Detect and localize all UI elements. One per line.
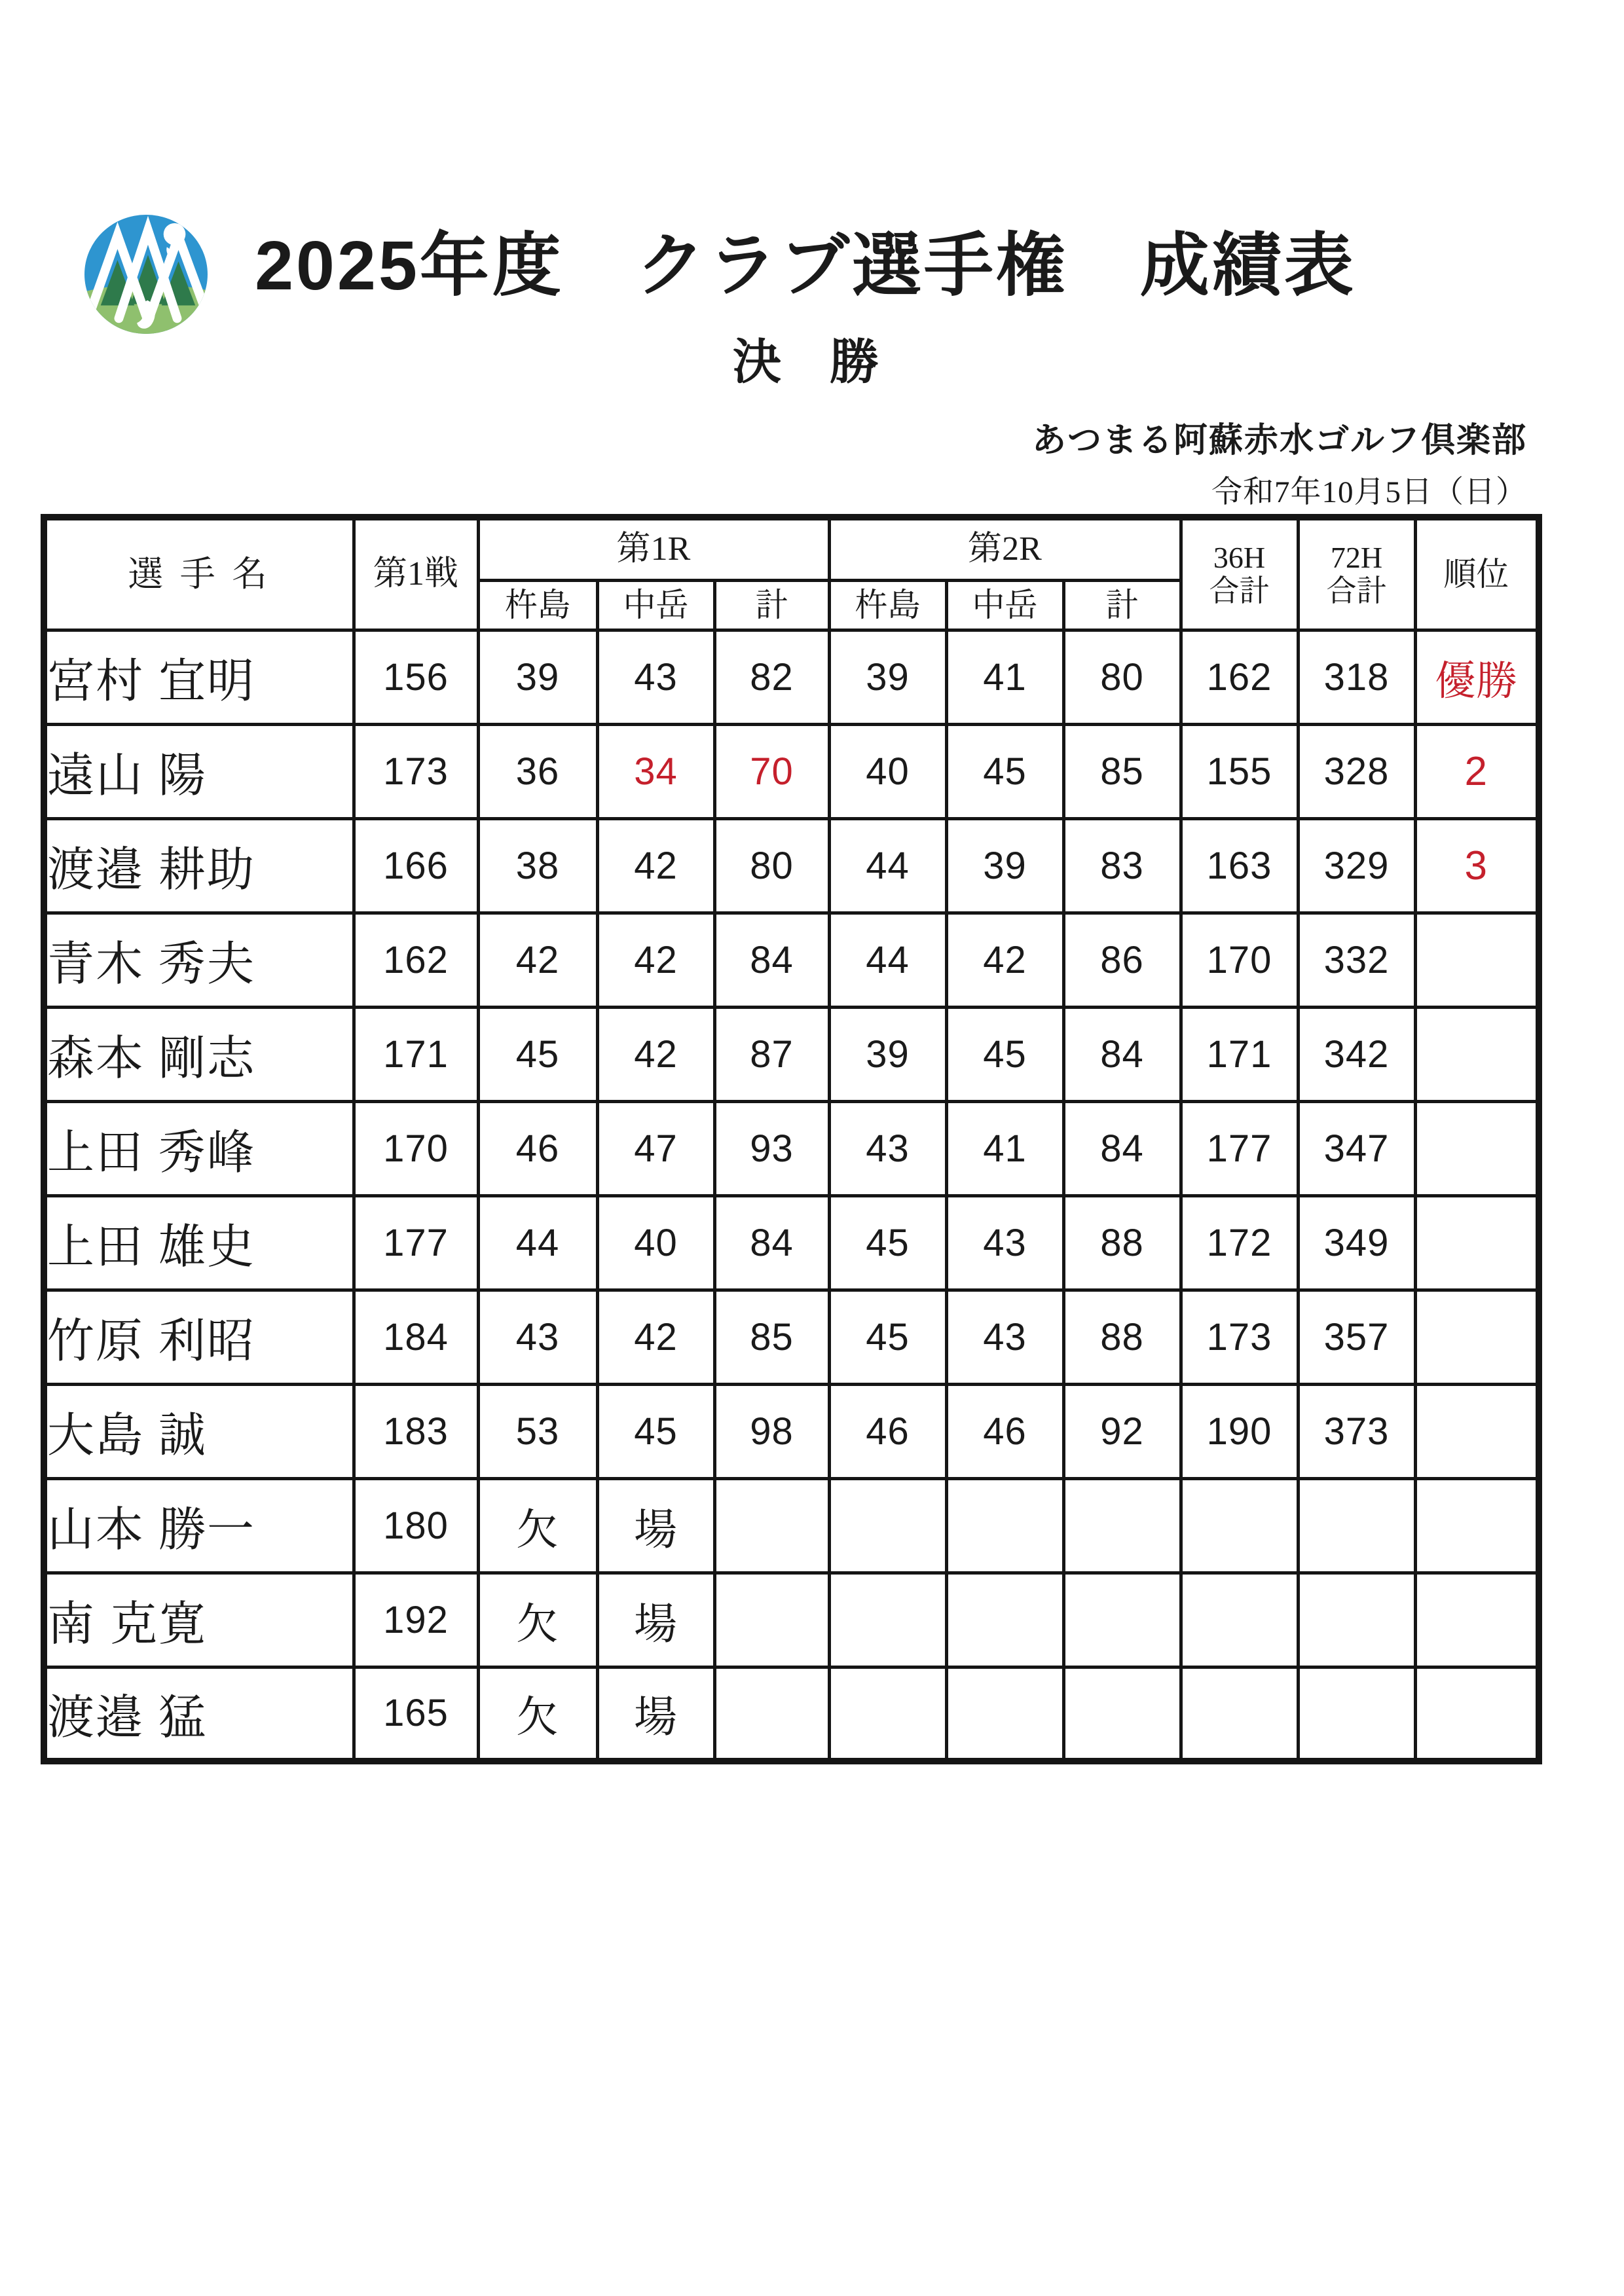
score-cell: 165 (354, 1667, 478, 1761)
player-name-cell: 渡邉 耕助 (44, 818, 354, 913)
header-r1-course-nakadake: 中岳 (597, 580, 714, 630)
table-row (44, 1573, 1539, 1667)
header-row-groups (44, 517, 1539, 580)
rank-cell (1415, 1573, 1539, 1667)
header-72h-line1: 72H (1330, 540, 1383, 574)
table-row (44, 1195, 1539, 1290)
score-cell (946, 1667, 1063, 1761)
table-row (44, 1384, 1539, 1478)
rank-cell (1415, 1101, 1539, 1195)
score-cell: 85 (1063, 724, 1181, 818)
score-cell: 43 (478, 1290, 597, 1384)
score-cell: 88 (1063, 1290, 1181, 1384)
score-cell: 47 (597, 1101, 714, 1195)
table-row (44, 1101, 1539, 1195)
score-cell: 84 (1063, 1007, 1181, 1101)
rank-cell (1415, 1290, 1539, 1384)
score-cell: 172 (1181, 1195, 1298, 1290)
player-name-cell: 山本 勝一 (44, 1478, 354, 1573)
score-cell (829, 1667, 946, 1761)
score-cell: 場 (597, 1478, 714, 1573)
score-cell: 46 (946, 1384, 1063, 1478)
score-cell: 162 (354, 913, 478, 1007)
score-cell: 84 (714, 913, 829, 1007)
score-cell: 84 (714, 1195, 829, 1290)
score-cell: 36 (478, 724, 597, 818)
header-36h-line2: 合計 (1209, 574, 1270, 608)
table-row (44, 1667, 1539, 1761)
rank-cell: 優勝 (1415, 630, 1539, 724)
score-cell: 43 (946, 1195, 1063, 1290)
rank-cell (1415, 1195, 1539, 1290)
header-72h-line2: 合計 (1326, 574, 1387, 608)
player-name-cell: 渡邉 猛 (44, 1667, 354, 1761)
score-cell: 177 (354, 1195, 478, 1290)
table-row (44, 1478, 1539, 1573)
score-cell: 39 (478, 630, 597, 724)
score-cell: 173 (354, 724, 478, 818)
score-cell (829, 1573, 946, 1667)
score-cell: 332 (1298, 913, 1415, 1007)
score-cell: 347 (1298, 1101, 1415, 1195)
score-cell: 184 (354, 1290, 478, 1384)
player-name-cell: 上田 秀峰 (44, 1101, 354, 1195)
score-cell: 173 (1181, 1290, 1298, 1384)
header-player: 選 手 名 (44, 517, 354, 630)
score-cell: 80 (714, 818, 829, 913)
score-cell: 177 (1181, 1101, 1298, 1195)
score-cell: 42 (597, 818, 714, 913)
score-cell: 39 (946, 818, 1063, 913)
score-cell (714, 1573, 829, 1667)
score-cell: 328 (1298, 724, 1415, 818)
score-cell: 欠 (478, 1478, 597, 1573)
rank-cell (1415, 1007, 1539, 1101)
score-cell: 46 (478, 1101, 597, 1195)
score-cell: 44 (829, 913, 946, 1007)
score-cell (714, 1667, 829, 1761)
score-cell (1063, 1573, 1181, 1667)
score-cell: 85 (714, 1290, 829, 1384)
score-cell: 欠 (478, 1573, 597, 1667)
score-cell: 38 (478, 818, 597, 913)
player-name-cell: 遠山 陽 (44, 724, 354, 818)
score-cell: 45 (597, 1384, 714, 1478)
score-cell: 42 (946, 913, 1063, 1007)
score-cell: 46 (829, 1384, 946, 1478)
score-cell: 349 (1298, 1195, 1415, 1290)
score-cell: 155 (1181, 724, 1298, 818)
score-cell: 42 (597, 1007, 714, 1101)
score-cell: 82 (714, 630, 829, 724)
score-cell: 87 (714, 1007, 829, 1101)
table-row (44, 1007, 1539, 1101)
table-row (44, 818, 1539, 913)
score-cell: 80 (1063, 630, 1181, 724)
player-name-cell: 森本 剛志 (44, 1007, 354, 1101)
rank-cell: 2 (1415, 724, 1539, 818)
results-table-body (44, 630, 1539, 1761)
player-name-cell: 宮村 宜明 (44, 630, 354, 724)
player-name-cell: 上田 雄史 (44, 1195, 354, 1290)
score-cell: 41 (946, 1101, 1063, 1195)
score-cell: 42 (597, 1290, 714, 1384)
score-cell: 40 (597, 1195, 714, 1290)
header-72h-total (1298, 517, 1415, 630)
score-cell: 357 (1298, 1290, 1415, 1384)
score-cell: 45 (478, 1007, 597, 1101)
results-table-header (44, 517, 1539, 630)
score-cell: 93 (714, 1101, 829, 1195)
score-cell: 34 (597, 724, 714, 818)
score-cell: 162 (1181, 630, 1298, 724)
rank-cell (1415, 913, 1539, 1007)
table-row (44, 1290, 1539, 1384)
rank-cell: 3 (1415, 818, 1539, 913)
score-cell: 342 (1298, 1007, 1415, 1101)
score-cell: 43 (946, 1290, 1063, 1384)
score-cell: 171 (354, 1007, 478, 1101)
score-cell: 190 (1181, 1384, 1298, 1478)
score-cell: 170 (354, 1101, 478, 1195)
score-cell: 98 (714, 1384, 829, 1478)
header-r1-total: 計 (714, 580, 829, 630)
header-rank: 順位 (1415, 517, 1539, 630)
score-cell (1298, 1573, 1415, 1667)
score-cell: 43 (597, 630, 714, 724)
score-cell (1063, 1478, 1181, 1573)
score-cell (1298, 1478, 1415, 1573)
score-cell: 44 (478, 1195, 597, 1290)
player-name-cell: 竹原 利昭 (44, 1290, 354, 1384)
header-r2-total: 計 (1063, 580, 1181, 630)
score-cell: 42 (478, 913, 597, 1007)
page-title: 2025年度 クラブ選手権 成績表 (255, 227, 1356, 304)
score-cell: 170 (1181, 913, 1298, 1007)
score-cell: 41 (946, 630, 1063, 724)
score-cell: 45 (829, 1290, 946, 1384)
header-36h-total (1181, 517, 1298, 630)
score-cell: 166 (354, 818, 478, 913)
score-cell: 83 (1063, 818, 1181, 913)
score-cell (1181, 1667, 1298, 1761)
score-cell: 192 (354, 1573, 478, 1667)
score-cell: 183 (354, 1384, 478, 1478)
rank-cell (1415, 1478, 1539, 1573)
header-round1-group: 第1R (478, 517, 829, 580)
score-cell (829, 1478, 946, 1573)
score-cell (946, 1478, 1063, 1573)
score-cell: 53 (478, 1384, 597, 1478)
score-cell (1298, 1667, 1415, 1761)
score-cell: 43 (829, 1101, 946, 1195)
header-36h-line1: 36H (1213, 540, 1266, 574)
score-cell: 40 (829, 724, 946, 818)
score-cell: 場 (597, 1573, 714, 1667)
header-round2-group: 第2R (829, 517, 1181, 580)
score-cell: 84 (1063, 1101, 1181, 1195)
score-cell: 45 (946, 724, 1063, 818)
score-cell: 171 (1181, 1007, 1298, 1101)
table-row (44, 913, 1539, 1007)
score-cell: 場 (597, 1667, 714, 1761)
score-cell: 329 (1298, 818, 1415, 913)
score-cell (946, 1573, 1063, 1667)
score-cell (1063, 1667, 1181, 1761)
table-row (44, 630, 1539, 724)
score-cell: 45 (946, 1007, 1063, 1101)
score-cell: 88 (1063, 1195, 1181, 1290)
club-name: あつまる阿蘇赤水ゴルフ倶楽部 (1031, 422, 1527, 460)
score-cell: 45 (829, 1195, 946, 1290)
score-cell: 70 (714, 724, 829, 818)
score-cell: 86 (1063, 913, 1181, 1007)
score-cell: 39 (829, 1007, 946, 1101)
score-cell: 欠 (478, 1667, 597, 1761)
player-name-cell: 大島 誠 (44, 1384, 354, 1478)
header-r2-course-kijima: 杵島 (829, 580, 946, 630)
score-cell: 39 (829, 630, 946, 724)
header-r2-course-nakadake: 中岳 (946, 580, 1063, 630)
score-cell: 92 (1063, 1384, 1181, 1478)
page-subtitle: 決 勝 (733, 335, 878, 389)
score-cell: 163 (1181, 818, 1298, 913)
score-cell (1181, 1573, 1298, 1667)
header-r1-course-kijima: 杵島 (478, 580, 597, 630)
score-cell (714, 1478, 829, 1573)
score-cell: 318 (1298, 630, 1415, 724)
player-name-cell: 南 克寛 (44, 1573, 354, 1667)
player-name-cell: 青木 秀夫 (44, 913, 354, 1007)
results-table (41, 514, 1542, 1764)
score-cell: 180 (354, 1478, 478, 1573)
rank-cell (1415, 1667, 1539, 1761)
event-date: 令和7年10月5日（日） (1211, 475, 1527, 509)
rank-cell (1415, 1384, 1539, 1478)
table-row (44, 724, 1539, 818)
score-cell: 44 (829, 818, 946, 913)
score-cell: 156 (354, 630, 478, 724)
score-cell: 373 (1298, 1384, 1415, 1478)
score-cell: 42 (597, 913, 714, 1007)
header-first-match: 第1戦 (354, 517, 478, 630)
score-cell (1181, 1478, 1298, 1573)
